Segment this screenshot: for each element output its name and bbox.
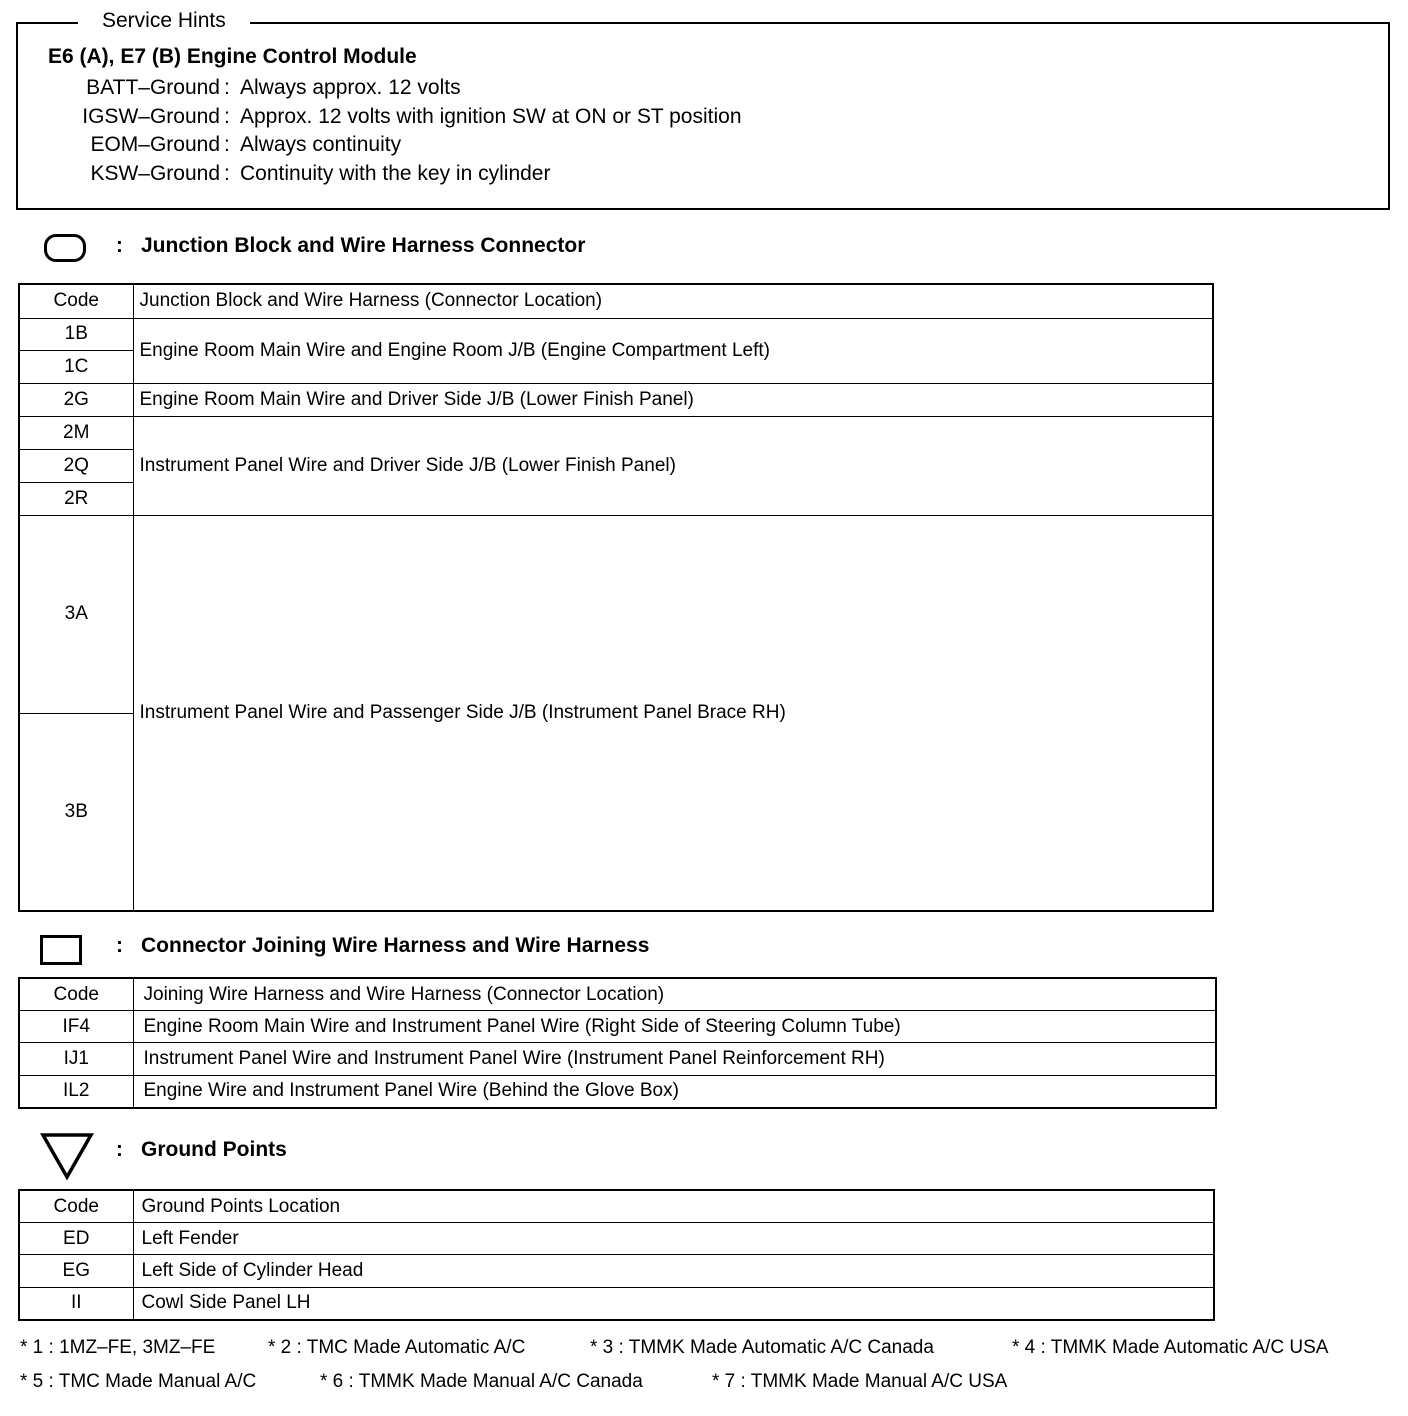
service-hints-heading: E6 (A), E7 (B) Engine Control Module	[48, 45, 417, 68]
header-code: Code	[20, 1191, 133, 1223]
table-row	[20, 416, 1212, 449]
hint-colon: :	[224, 133, 230, 156]
row-desc: Engine Room Main Wire and Instrument Panel Wire (Right Side of Steering Column Tube)	[133, 1011, 1215, 1043]
row-code: EG	[20, 1255, 133, 1287]
hint-colon: :	[224, 162, 230, 185]
footnote: * 7 : TMMK Made Manual A/C USA	[712, 1371, 1008, 1392]
row-desc: Instrument Panel Wire and Instrument Panel Wire (Instrument Panel Reinforcement RH)	[133, 1043, 1215, 1075]
row-desc: Instrument Panel Wire and Driver Side J/B (Lower Finish Panel)	[133, 416, 1212, 515]
row-desc: Engine Wire and Instrument Panel Wire (Behind the Glove Box)	[133, 1075, 1215, 1107]
row-code: 1C	[20, 350, 133, 383]
table-row	[20, 1075, 1215, 1107]
row-desc: Cowl Side Panel LH	[133, 1287, 1213, 1319]
hint-key: KSW–Ground	[90, 162, 220, 185]
hint-value: Always continuity	[240, 133, 402, 156]
hint-value: Always approx. 12 volts	[240, 76, 461, 99]
row-desc: Left Side of Cylinder Head	[133, 1255, 1213, 1287]
connector-square-icon	[40, 935, 82, 965]
row-code: IL2	[20, 1075, 133, 1107]
footnote: * 3 : TMMK Made Automatic A/C Canada	[590, 1337, 934, 1358]
header-desc: Joining Wire Harness and Wire Harness (Connector Location)	[133, 979, 1215, 1011]
hint-key: BATT–Ground	[86, 76, 220, 99]
table-row	[20, 515, 1212, 713]
footnote: * 4 : TMMK Made Automatic A/C USA	[1012, 1337, 1329, 1358]
row-code: 2M	[20, 416, 133, 449]
hint-row	[0, 74, 1000, 102]
table-row	[20, 318, 1212, 350]
header-code: Code	[20, 979, 133, 1011]
row-code: 2R	[20, 482, 133, 515]
header-code: Code	[20, 285, 133, 318]
row-code: 2Q	[20, 449, 133, 482]
ground-colon: :	[116, 1138, 123, 1161]
connector-table	[18, 977, 1217, 1109]
row-desc: Instrument Panel Wire and Passenger Side J/B (Instrument Panel Brace RH)	[133, 515, 1212, 910]
ground-section-title: Ground Points	[141, 1138, 287, 1161]
hint-row	[0, 160, 1000, 188]
row-code: II	[20, 1287, 133, 1319]
connector-colon: :	[116, 934, 123, 957]
junction-table	[18, 283, 1214, 912]
row-code: ED	[20, 1223, 133, 1255]
hint-key: IGSW–Ground	[82, 105, 220, 128]
hint-key: EOM–Ground	[90, 133, 220, 156]
ground-table	[18, 1189, 1215, 1321]
junction-block-oval-icon	[44, 234, 86, 262]
hint-colon: :	[224, 76, 230, 99]
row-code: IF4	[20, 1011, 133, 1043]
service-hints-title: Service Hints	[78, 6, 250, 36]
table-row	[20, 1255, 1213, 1287]
table-row	[20, 1043, 1215, 1075]
row-code: 3B	[20, 714, 133, 910]
connector-section-title: Connector Joining Wire Harness and Wire Harness	[141, 934, 650, 957]
footnotes	[20, 1337, 1400, 1397]
footnote: * 6 : TMMK Made Manual A/C Canada	[320, 1371, 643, 1392]
table-row	[20, 1011, 1215, 1043]
table-header-row	[20, 285, 1212, 318]
hint-row	[0, 103, 1000, 131]
row-code: 1B	[20, 318, 133, 350]
table-row	[20, 1287, 1213, 1319]
hint-row	[0, 131, 1000, 159]
row-code: 3A	[20, 515, 133, 713]
row-desc: Left Fender	[133, 1223, 1213, 1255]
hint-value: Approx. 12 volts with ignition SW at ON or ST position	[240, 105, 742, 128]
row-desc: Engine Room Main Wire and Engine Room J/B (Engine Compartment Left)	[133, 318, 1212, 383]
hint-colon: :	[224, 105, 230, 128]
row-code: 2G	[20, 383, 133, 416]
ground-triangle-icon	[40, 1132, 94, 1180]
row-code: IJ1	[20, 1043, 133, 1075]
header-desc: Ground Points Location	[133, 1191, 1213, 1223]
footnote: * 5 : TMC Made Manual A/C	[20, 1371, 257, 1392]
hint-value: Continuity with the key in cylinder	[240, 162, 551, 185]
table-row	[20, 383, 1212, 416]
header-desc: Junction Block and Wire Harness (Connector Location)	[133, 285, 1212, 318]
footnote: * 2 : TMC Made Automatic A/C	[268, 1337, 526, 1358]
junction-section-title: Junction Block and Wire Harness Connector	[141, 234, 586, 257]
table-row	[20, 1223, 1213, 1255]
footnote: * 1 : 1MZ–FE, 3MZ–FE	[20, 1337, 216, 1358]
row-desc: Engine Room Main Wire and Driver Side J/B (Lower Finish Panel)	[133, 383, 1212, 416]
table-header-row	[20, 1191, 1213, 1223]
table-header-row	[20, 979, 1215, 1011]
junction-colon: :	[116, 234, 123, 257]
